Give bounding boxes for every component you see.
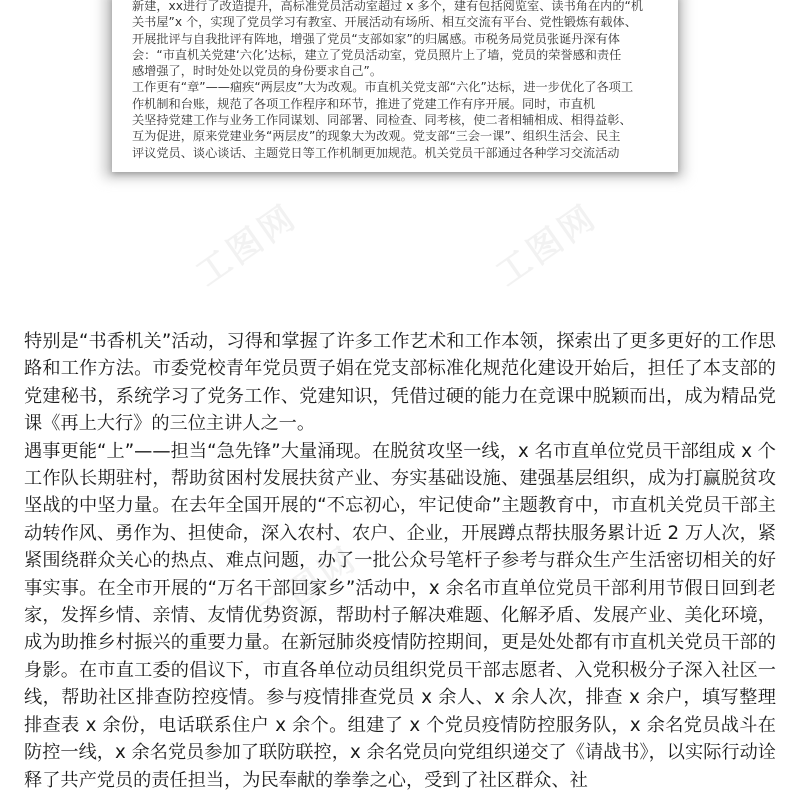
document-page-thumbnail xyxy=(112,0,678,172)
preview-line: 会：“市直机关党建‘六化’达标，建立了党员活动室，党员照片上了墙，党员的荣誉感和责任 xyxy=(132,47,622,62)
preview-line: 工作更有“章”——痼疾“两层皮”大为改观。市直机关党支部“六化”达标，进一步优化了各项工 xyxy=(132,80,634,95)
preview-text xyxy=(112,0,678,161)
preview-line: 感增强了，时时处处以党员的身份要求自己”。 xyxy=(132,64,383,79)
body-paragraph: 遇事更能“上”——担当“急先锋”大量涌现。在脱贫攻坚一线，x 名市直单位党员干部组成 x 个工作队长期驻村，帮助贫困村发展扶贫产业、夯实基础设施、建强基层组织，成为打赢脱贫攻坚战的中坚力量。在去年全国开展的“不忘初心，牢记使命”主题教育中，市直机关党员干部主动转作风、勇作为、担使命，深入农村、农户、企业，开展蹲点帮扶服务累计近 2 万人次，紧紧围绕群众关心的热点、难点问题，办了一批公众号笔杆子参考与群众生产生活密切相关的好事实事。在全市开展的“万名干部回家乡”活动中，x 余名市直单位党员干部利用节假日回到老家，发挥乡情、亲情、友情优势资源，帮助村子解决难题、化解矛盾、发展产业、美化环境，成为助推乡村振兴的重要力量。在新冠肺炎疫情防控期间，更是处处都有市直机关党员干部的身影。在市直工委的倡议下，市直各单位动员组织党员干部志愿者、入党积极分子深入社区一线，帮助社区排查防控疫情。参与疫情排查党员 x 余人、x 余人次，排查 x 余户，填写整理排查表 x 余份，电话联系住户 x 余个。组建了 x 个党员疫情防控服务队，x 余名党员战斗在防控一线，x 余名党员参加了联防联控，x 余名党员向党组织递交了《请战书》，以实际行动诠释了共产党员的责任担当，为民奉献的拳拳之心，受到了社区群众、社 xyxy=(24,440,776,791)
preview-line: 互为促进，原来党建业务“两层皮”的现象大为改观。党支部“三会一课”、组织生活会、民主 xyxy=(132,129,621,144)
document-preview-area xyxy=(0,0,800,300)
preview-line: 作机制和台账，规范了各项工作程序和环节，推进了党建工作有序开展。同时，市直机 xyxy=(132,96,596,111)
document-body xyxy=(24,328,776,794)
preview-line: 关书屋”x 个，实现了党员学习有教室、开展活动有场所、相互交流有平台、党性锻炼有载体、 xyxy=(132,15,637,30)
preview-line: 评议党员、谈心谈话、主题党日等工作机制更加规范。机关党员干部通过各种学习交流活动 xyxy=(132,145,620,160)
watermark: 工图网 xyxy=(248,538,366,637)
body-paragraph: 特别是“书香机关”活动，习得和掌握了许多工作艺术和工作本领，探索出了更多更好的工作思路和工作方法。市委党校青年党员贾子娟在党支部标准化规范化建设开始后，担任了本支部的党建秘书，系统学习了党务工作、党建知识，凭借过硬的能力在竞课中脱颖而出，成为精品党课《再上大行》的三位主讲人之一。 xyxy=(24,331,776,435)
preview-line: 新建，xx进行了改造提升，高标准党员活动室超过 x 多个，建有包括阅览室、读书角在内的“机 xyxy=(132,0,644,13)
preview-line: 开展批评与自我批评有阵地，增强了党员“支部如家”的归属感。市税务局党员张诞丹深有体 xyxy=(132,31,620,46)
preview-line: 关坚持党建工作与业务工作同谋划、同部署、同检查、同考核，使二者相辅相成、相得益彰、 xyxy=(132,113,632,128)
